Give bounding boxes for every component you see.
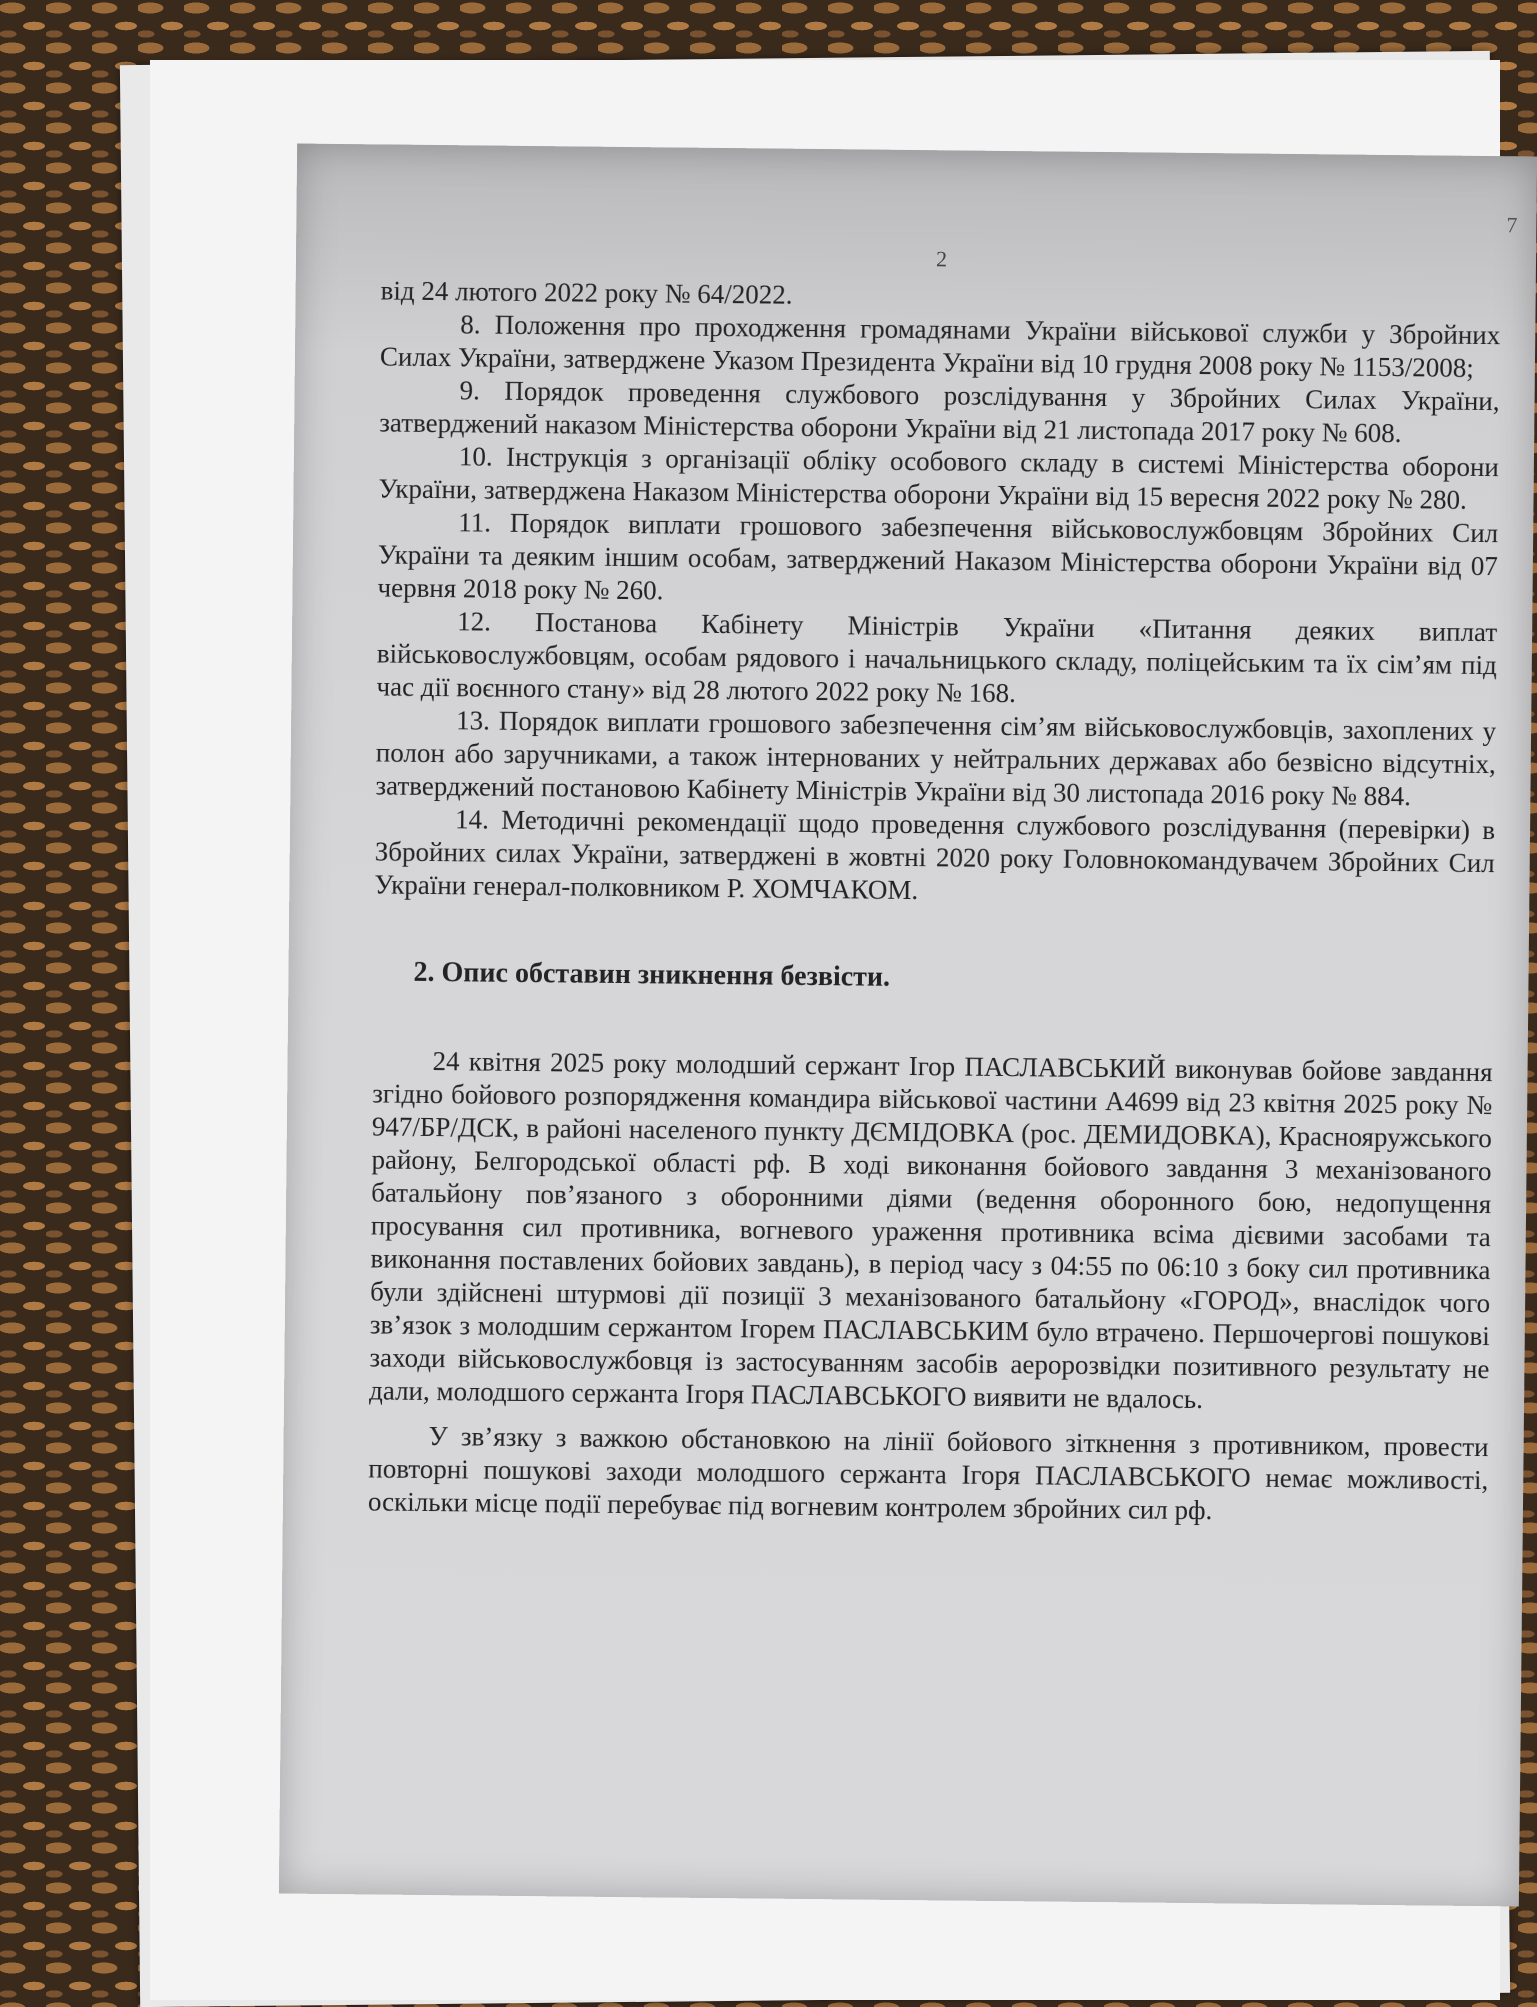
printed-page	[279, 144, 1537, 1907]
body-paragraph-2: У зв’язку з важкою обстановкою на лінії бойового зіткнення з противником, провести повторні пошукові заходи молодшого сержанта Ігоря ПАСЛАВСЬКОГО немає можливості, оскільки місце події перебуває під вогневим контролем збройних сил рф.	[367, 1421, 1489, 1526]
list-item-12: 12. Постанова Кабінету Міністрів України «Питання деяких виплат військовослужбовцям, особам рядового і начальницького складу, поліцейським та їх сім’ям під час дії воєнного стану» від 28 лютого 2022 року № 168.	[376, 606, 1498, 709]
page-number: 2	[935, 246, 948, 272]
list-item-13: 13. Порядок виплати грошового забезпечення сім’ям військовослужбовців, захоплених у полон або заручниками, а також інтернованих у нейтральних державах або безвісно відсутніх, затверджений постановою Кабінету Міністрів України від 30 листопада 2016 року № 884.	[375, 705, 1497, 812]
list-item-9: 9. Порядок проведення службового розслідування у Збройних Силах України, затверджений наказом Міністерства оборони України від 21 листопада 2017 року № 608.	[379, 375, 1500, 449]
list-item-8: 8. Положення про проходження громадянами України військової служби у Збройних Силах України, затверджене Указом Президента України від 10 грудня 2008 року № 1153/2008;	[379, 309, 1501, 383]
list-item-11: 11. Порядок виплати грошового забезпечення військовослужбовцям Збройних Сил України та деяким іншим особам, затверджений Наказом Міністерства оборони України від 07 червня 2018 року № 260.	[377, 507, 1499, 606]
body-paragraph-1: 24 квітня 2025 року молодший сержант Ігор ПАСЛАВСЬКИЙ виконував бойове завдання згідно бойового розпорядження командира військової частини А4699 від 23 квітня 2025 року № 947/БР/ДСК, в районі населеного пункту ДЄМІДОВКА (рос. ДЕМИДОВКА), Краснояружського району, Белгородської області рф. В ході виконання бойового завдання 3 механізованого батальйону пов’язаного з оборонними діями (ведення оборонного бою, недопущення просування сил противника, вогневого ураження противника всіма дієвими засобами та виконання поставлених бойових завдань), в період часу з 04:55 по 06:10 з боку сил противника були здійснені штурмові дії позиції 3 механізованого батальйону «ГОРОД», внаслідок чого зв’язок з молодшим сержантом Ігорем ПАСЛАВСЬКИМ було втрачено. Першочергові пошукові заходи військовослужбовця із застосуванням засобів аеророзвідки позитивного результату не дали, молодшого сержанта Ігоря ПАСЛАВСЬКОГО виявити не вдалось.	[368, 1046, 1493, 1415]
list-item-14: 14. Методичні рекомендації щодо проведення службового розслідування (перевірки) в Збройних силах України, затверджені в жовтні 2020 року Головнокомандувачем Збройних Сил України генерал-полковником Р. ХОМЧАКОМ.	[374, 804, 1496, 906]
paper-sheet	[150, 60, 1518, 2000]
list-intro: від 24 лютого 2022 року № 64/2022.	[380, 275, 793, 310]
list-item-10: 10. Інструкція з організації обліку особового складу в системі Міністерства оборони України, затверджена Наказом Міністерства оборони України від 15 вересня 2022 року № 280.	[378, 441, 1500, 515]
document-body	[368, 274, 1501, 1530]
corner-mark: 7	[1506, 212, 1518, 238]
section-heading: 2. Опис обставин зникнення безвісти.	[413, 956, 891, 993]
